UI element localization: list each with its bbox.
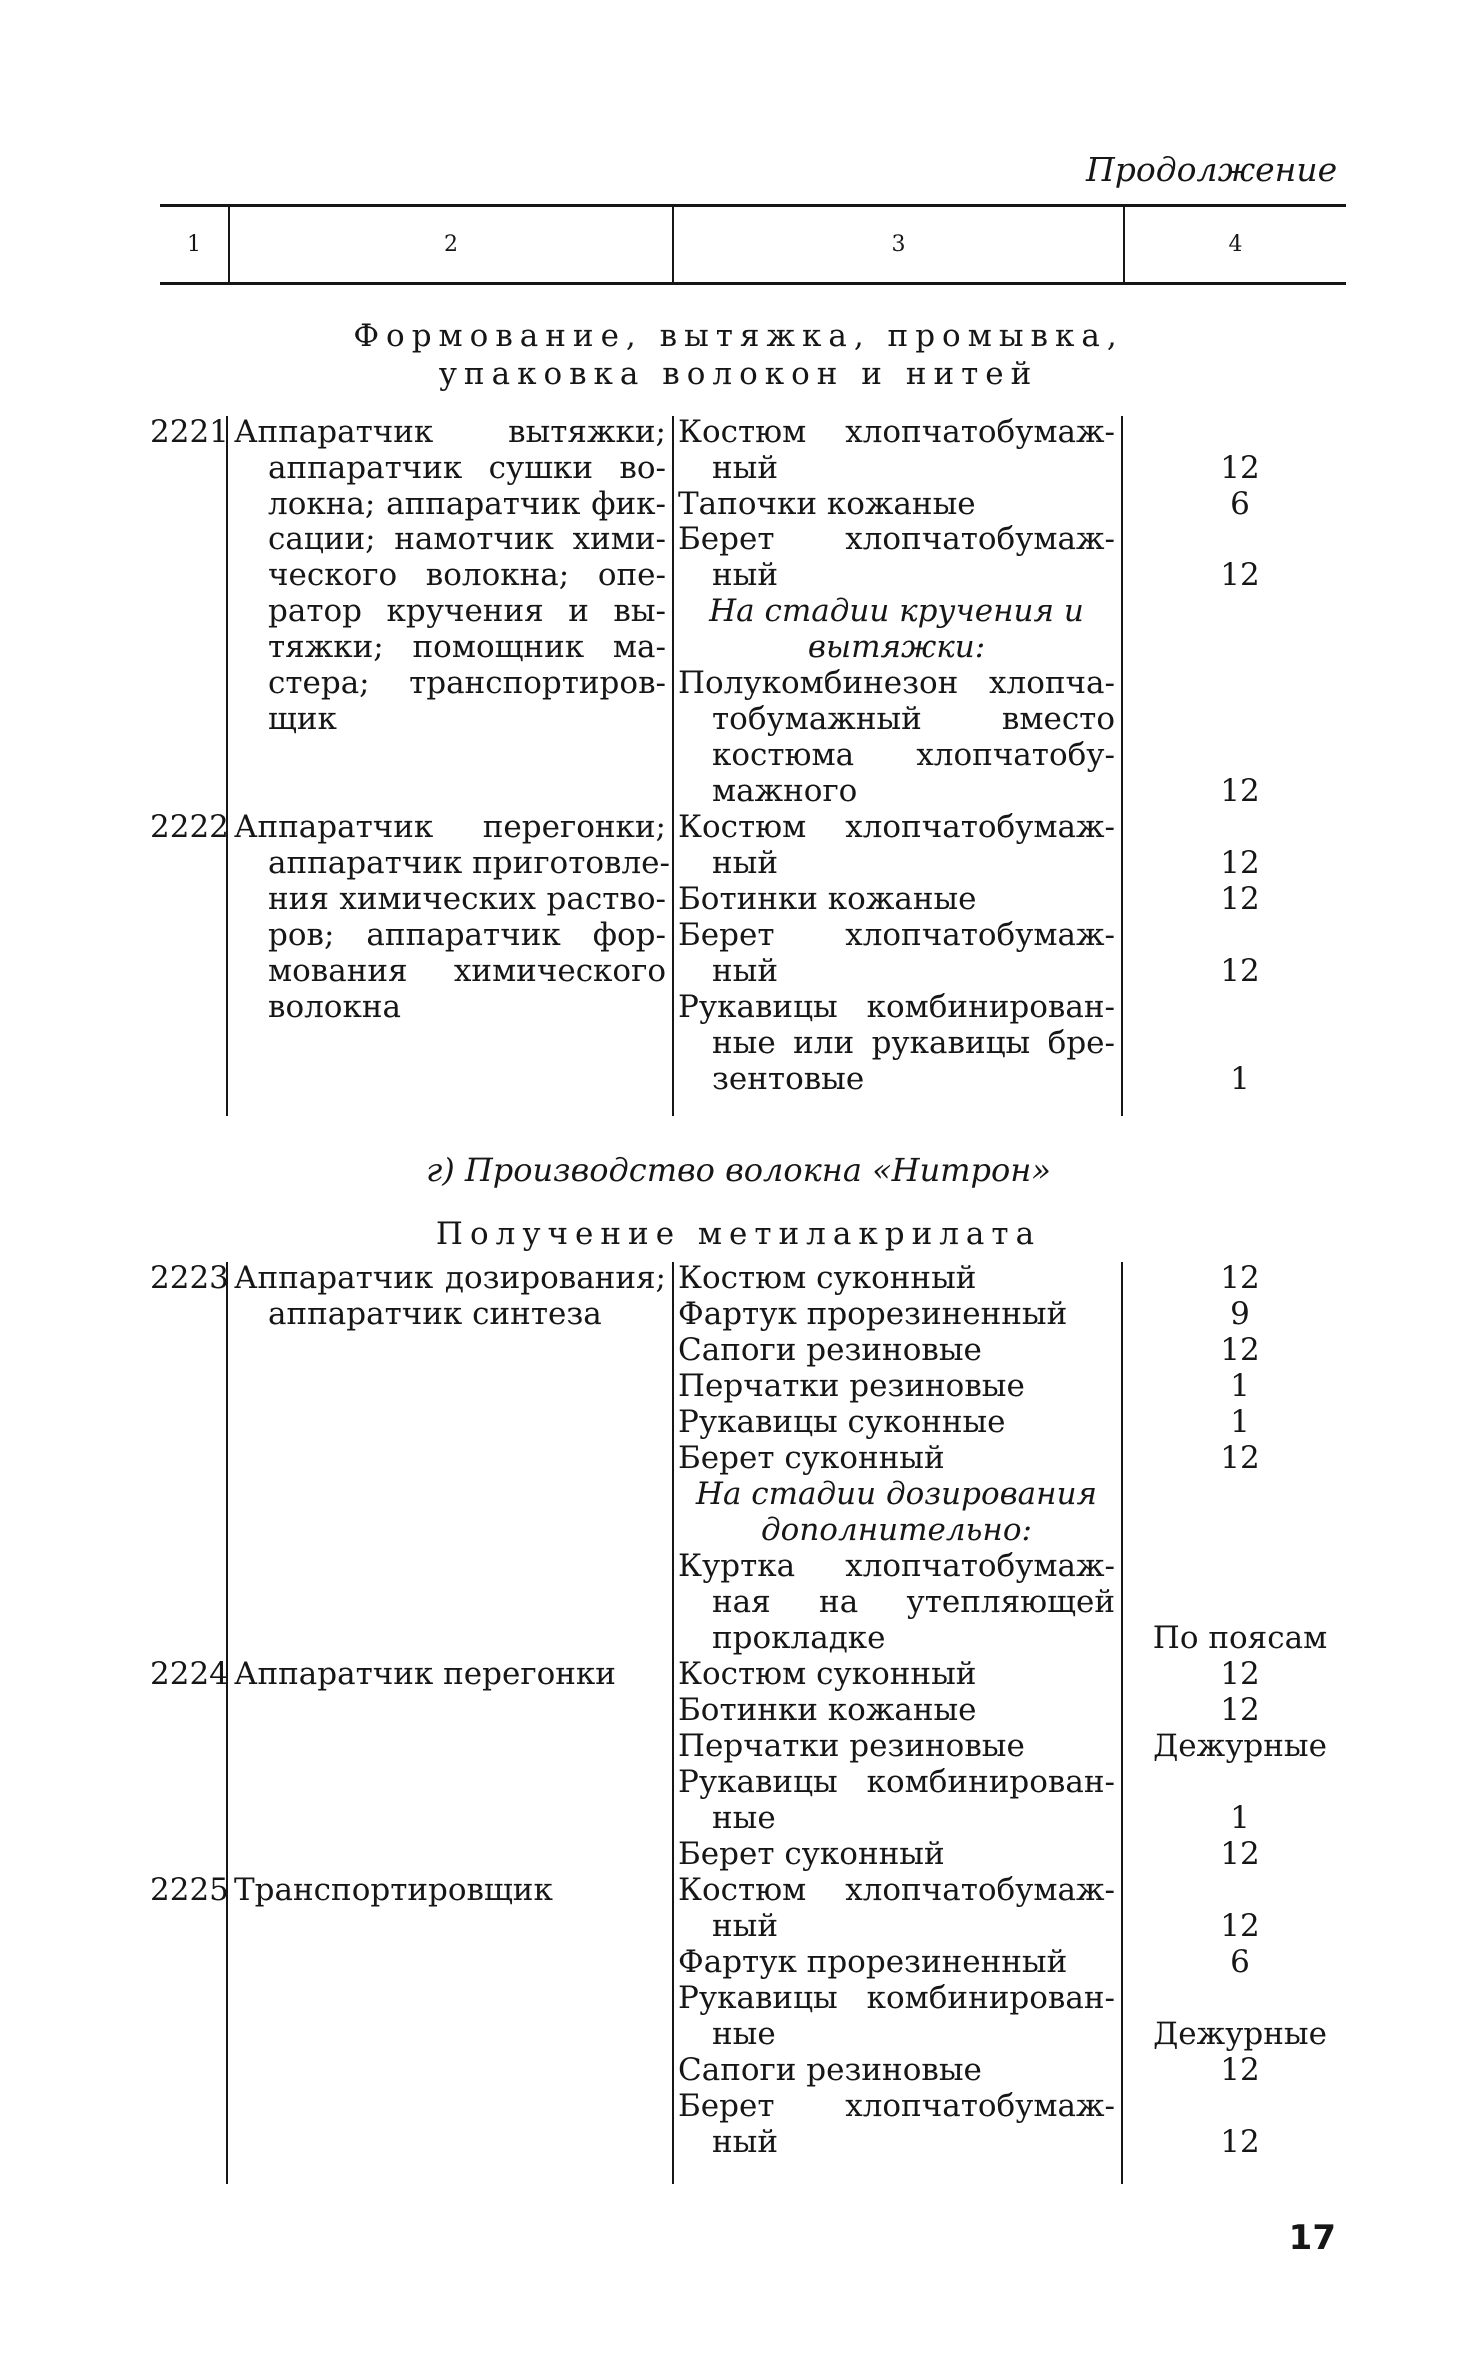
item-line: Фартук прорезиненный	[678, 1296, 1068, 1332]
item-line: Ботинки кожаные	[678, 1692, 977, 1728]
item-line: ные или рукавицы бре-	[712, 1025, 1115, 1061]
item-line: ный	[712, 450, 778, 486]
term-value: 12	[1220, 953, 1260, 989]
term-value: 12	[1220, 2124, 1260, 2160]
item-line: ные	[712, 2016, 776, 2052]
item-line: зентовые	[712, 1061, 865, 1097]
term-value: 1	[1230, 1061, 1250, 1097]
item-stage-note: вытяжки:	[807, 629, 986, 665]
profession-line: локна; аппаратчик фик-	[268, 486, 666, 522]
item-line: Перчатки резиновые	[678, 1368, 1025, 1404]
column-divider-2	[672, 1262, 674, 2184]
item-line: ные	[712, 1800, 776, 1836]
section-1-title-line-1: Формование, вытяжка, промывка,	[353, 318, 1124, 354]
profession-line: Аппаратчик перегонки;	[234, 809, 666, 845]
row-code: 2224	[150, 1656, 229, 1692]
term-value: 9	[1230, 1296, 1250, 1332]
item-line: Фартук прорезиненный	[678, 1944, 1068, 1980]
item-line: ный	[712, 1908, 778, 1944]
item-line: костюма хлопчатобу-	[712, 737, 1115, 773]
profession-line: Транспортировщик	[234, 1872, 553, 1908]
column-divider-3	[1121, 416, 1123, 1116]
item-stage-note: На стадии дозирования	[695, 1476, 1098, 1512]
item-line: Перчатки резиновые	[678, 1728, 1025, 1764]
column-divider-3	[1121, 1262, 1123, 2184]
item-line: Костюм хлопчатобумаж-	[678, 809, 1115, 845]
term-value: Дежурные	[1153, 2016, 1327, 2052]
item-line: Костюм хлопчатобумаж-	[678, 414, 1115, 450]
item-line: Берет хлопчатобумаж-	[678, 2088, 1115, 2124]
profession-line: аппаратчик синтеза	[268, 1296, 602, 1332]
item-line: Костюм суконный	[678, 1656, 977, 1692]
item-stage-note: На стадии кручения и	[709, 593, 1084, 629]
term-value: По поясам	[1152, 1620, 1328, 1656]
profession-line: волокна	[268, 989, 401, 1025]
profession-line: щик	[268, 701, 337, 737]
profession-line: Аппаратчик вытяжки;	[234, 414, 666, 450]
column-divider-2	[672, 416, 674, 1116]
header-col-1: 1	[187, 232, 201, 257]
profession-line: стера; транспортиров-	[268, 665, 666, 701]
term-value: 12	[1220, 773, 1260, 809]
continuation-label: Продолжение	[1086, 150, 1338, 189]
term-value: 12	[1220, 557, 1260, 593]
item-line: Рукавицы суконные	[678, 1404, 1006, 1440]
header-bottom-rule	[160, 282, 1346, 285]
term-value: 6	[1230, 1944, 1250, 1980]
page-number: 17	[1288, 2218, 1336, 2258]
item-line: Костюм хлопчатобумаж-	[678, 1872, 1115, 1908]
term-value: Дежурные	[1153, 1728, 1327, 1764]
term-value: 12	[1220, 845, 1260, 881]
section-2-title: Получение метилакрилата	[435, 1216, 1042, 1252]
item-line: ная на утепляющей	[712, 1584, 1115, 1620]
header-col-4: 4	[1228, 232, 1243, 257]
term-value: 12	[1220, 1332, 1260, 1368]
term-value: 6	[1230, 486, 1250, 522]
term-value: 12	[1220, 2052, 1260, 2088]
item-line: Рукавицы комбинирован-	[678, 1980, 1115, 2016]
profession-line: ния химических раство-	[268, 881, 666, 917]
item-line: Рукавицы комбинирован-	[678, 989, 1115, 1025]
section-g-title: г) Производство волокна «Нитрон»	[426, 1151, 1051, 1189]
row-code: 2221	[150, 414, 229, 450]
item-line: ный	[712, 2124, 778, 2160]
item-line: Берет хлопчатобумаж-	[678, 917, 1115, 953]
item-stage-note: дополнительно:	[761, 1512, 1032, 1548]
item-line: Сапоги резиновые	[678, 1332, 982, 1368]
term-value: 12	[1220, 1692, 1260, 1728]
header-col-2: 2	[444, 232, 458, 257]
item-line: Берет суконный	[678, 1836, 945, 1872]
term-value: 12	[1220, 1440, 1260, 1476]
column-divider-1	[226, 1262, 228, 2184]
profession-line: ческого волокна; опе-	[268, 557, 666, 593]
row-code: 2225	[150, 1872, 229, 1908]
term-value: 12	[1220, 1656, 1260, 1692]
item-line: Берет хлопчатобумаж-	[678, 521, 1115, 557]
item-line: прокладке	[712, 1620, 886, 1656]
profession-line: аппаратчик приготовле-	[268, 845, 671, 881]
item-line: ный	[712, 953, 778, 989]
profession-line: ров; аппаратчик фор-	[268, 917, 666, 953]
term-value: 1	[1230, 1404, 1250, 1440]
item-line: Куртка хлопчатобумаж-	[678, 1548, 1115, 1584]
profession-line: аппаратчик сушки во-	[268, 450, 666, 486]
profession-line: Аппаратчик перегонки	[234, 1656, 616, 1692]
section-1-title-line-2: упаковка волокон и нитей	[438, 356, 1039, 392]
term-value: 12	[1220, 881, 1260, 917]
item-line: мажного	[712, 773, 858, 809]
profession-line: мования химического	[268, 953, 666, 989]
item-line: Костюм суконный	[678, 1260, 977, 1296]
term-value: 12	[1220, 1836, 1260, 1872]
profession-line: Аппаратчик дозирования;	[234, 1260, 666, 1296]
item-line: тобумажный вместо	[712, 701, 1115, 737]
header-col-3: 3	[891, 232, 906, 257]
row-code: 2223	[150, 1260, 229, 1296]
item-line: Ботинки кожаные	[678, 881, 977, 917]
term-value: 12	[1220, 450, 1260, 486]
header-top-rule	[160, 204, 1346, 207]
row-code: 2222	[150, 809, 229, 845]
profession-line: сации; намотчик хими-	[268, 521, 666, 557]
item-line: Рукавицы комбинирован-	[678, 1764, 1115, 1800]
profession-line: тяжки; помощник ма-	[268, 629, 666, 665]
item-line: Берет суконный	[678, 1440, 945, 1476]
item-line: Полукомбинезон хлопча-	[678, 665, 1115, 701]
item-line: ный	[712, 845, 778, 881]
term-value: 12	[1220, 1908, 1260, 1944]
item-line: Тапочки кожаные	[678, 486, 976, 522]
term-value: 12	[1220, 1260, 1260, 1296]
term-value: 1	[1230, 1800, 1250, 1836]
column-divider-1	[226, 416, 228, 1116]
profession-line: ратор кручения и вы-	[268, 593, 666, 629]
item-line: ный	[712, 557, 778, 593]
item-line: Сапоги резиновые	[678, 2052, 982, 2088]
term-value: 1	[1230, 1368, 1250, 1404]
